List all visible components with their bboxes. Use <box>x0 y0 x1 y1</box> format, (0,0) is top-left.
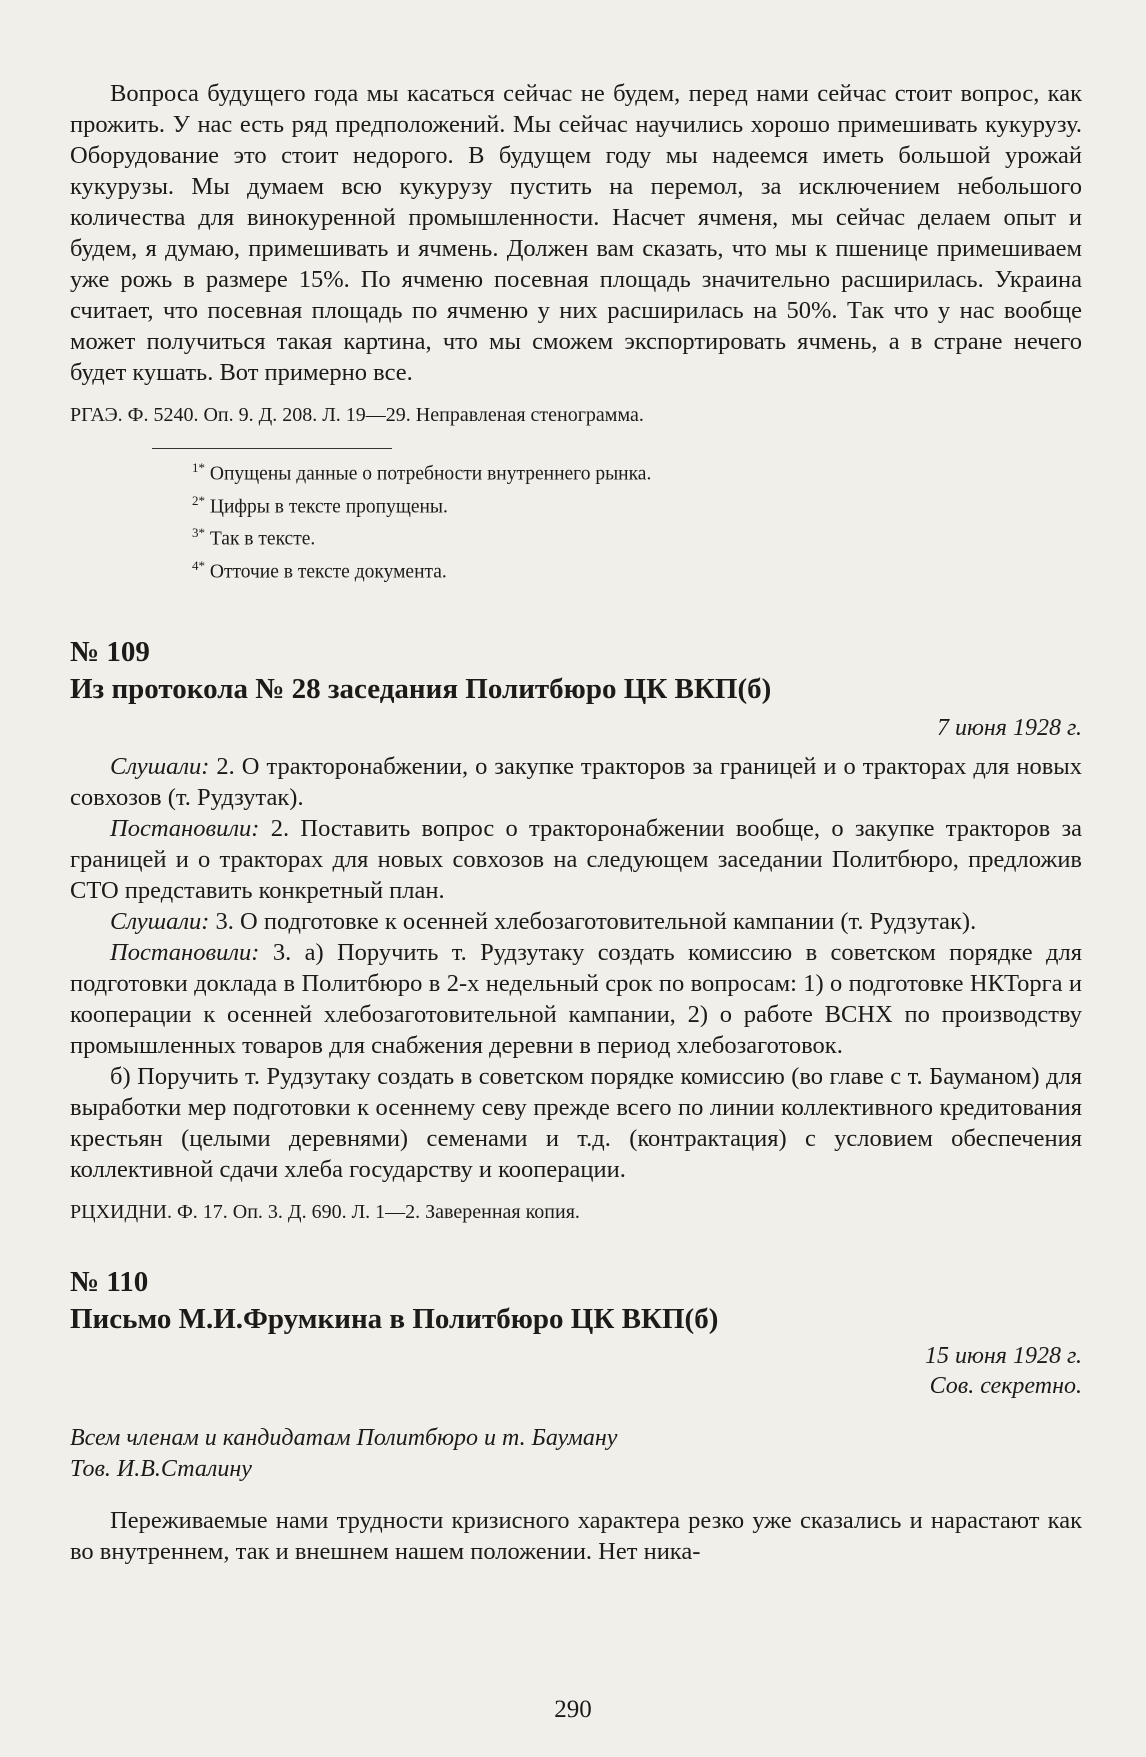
doc-110-addressee-2: Тов. И.В.Сталину <box>70 1456 252 1482</box>
footnote-3: $^{3*}$ Так в тексте. <box>192 525 316 550</box>
doc-109-number: № 109 <box>70 636 150 668</box>
doc-109-source: РЦХИДНИ. Ф. 17. Оп. 3. Д. 690. Л. 1—2. Заверенная копия. <box>70 1201 580 1223</box>
footnote-divider <box>152 448 392 449</box>
doc-109-item-1: Слушали: 2. О тракторонабжении, о закупке тракторов за границей и о тракторах для новых совхозов (т. Рудзутак). <box>70 753 1082 811</box>
doc-109-item-3: Слушали: 3. О подготовке к осенней хлебозаготовительной кампании (т. Рудзутак). <box>110 908 977 935</box>
doc-109-item-2: Постановили: 2. Поставить вопрос о тракторонабжении вообще, о закупке тракторов за границей и о тракторах для новых совхозов на следующем заседании Политбюро, предложив СТО представить конкретный план. <box>70 815 1082 904</box>
footnote-2: $^{2*}$ Цифры в тексте пропущены. <box>192 492 448 517</box>
doc-110-number: № 110 <box>70 1266 149 1298</box>
doc-109-date: 7 июня 1928 г. <box>936 715 1082 741</box>
doc-109-item-b: б) Поручить т. Рудзутаку создать в советском порядке комиссию (во главе с т. Бауманом) для выработки мер подготовки к осеннему севу прежде всего по линии коллективного кредитования крестьян (целыми деревнями) семенами и т.д. (контрактация) с условием обеспечения коллективной сдачи хлеба государству и кооперации. <box>70 1063 1082 1183</box>
doc-110-title: Письмо М.И.Фрумкина в Политбюро ЦК ВКП(б) <box>70 1303 719 1335</box>
doc-110 <box>70 1265 1082 1567</box>
doc-110-date: 15 июня 1928 г. <box>924 1343 1082 1369</box>
footnote-4: $^{4*}$ Отточие в тексте документа. <box>192 557 447 582</box>
page-number: 290 <box>554 1696 592 1723</box>
footnotes <box>192 455 1082 585</box>
doc-110-paragraph: Переживаемые нами трудности кризисного характера резко уже сказались и нарастают как во внутреннем, так и внешнем нашем положении. Нет ника- <box>70 1507 1082 1565</box>
doc-109-title: Из протокола № 28 заседания Политбюро ЦК ВКП(б) <box>70 673 772 705</box>
doc-110-classification: Сов. секретно. <box>929 1373 1082 1399</box>
footnote-1: $^{1*}$ Опущены данные о потребности внутреннего рынка. <box>192 460 652 485</box>
doc-110-addressee-1: Всем членам и кандидатам Политбюро и т. Бауману <box>70 1425 618 1451</box>
doc-109 <box>70 635 1082 1225</box>
intro-paragraph: Вопроса будущего года мы касаться сейчас не будем, перед нами сейчас стоит вопрос, как прожить. У нас есть ряд предположений. Мы сейчас научились хорошо примешивать кукурузу. Оборудование это стоит недорого. В будущем году мы надеемся иметь большой урожай кукурузы. Мы думаем всю кукурузу пустить на перемол, за исключением небольшого количества для винокуренной промышленности. Насчет ячменя, мы сейчас делаем опыт и будем, я думаю, примешивать и ячмень. Должен вам сказать, что мы к пшенице примешиваем уже рожь в размере 15%. По ячменю посевная площадь значительно расширилась. Украина считает, что посевная площадь по ячменю у них расширилась на 50%. Так что у нас вообще может получиться такая картина, что мы сможем экспортировать ячмень, а в стране нечего будет кушать. Вот примерно все. <box>70 80 1082 386</box>
intro-source: РГАЭ. Ф. 5240. Оп. 9. Д. 208. Л. 19—29. Неправленая стенограмма. <box>70 404 644 426</box>
document-page <box>70 78 1082 1567</box>
doc-109-item-4: Постановили: 3. а) Поручить т. Рудзутаку создать комиссию в советском порядке для подготовки доклада в Политбюро в 2-х недельный срок по вопросам: 1) о подготовке НКТорга и кооперации к осенней хлебозаготовительной кампании, 2) о работе ВСНХ по производству промышленных товаров для снабжения деревни в период хлебозаготовок. <box>70 939 1082 1059</box>
